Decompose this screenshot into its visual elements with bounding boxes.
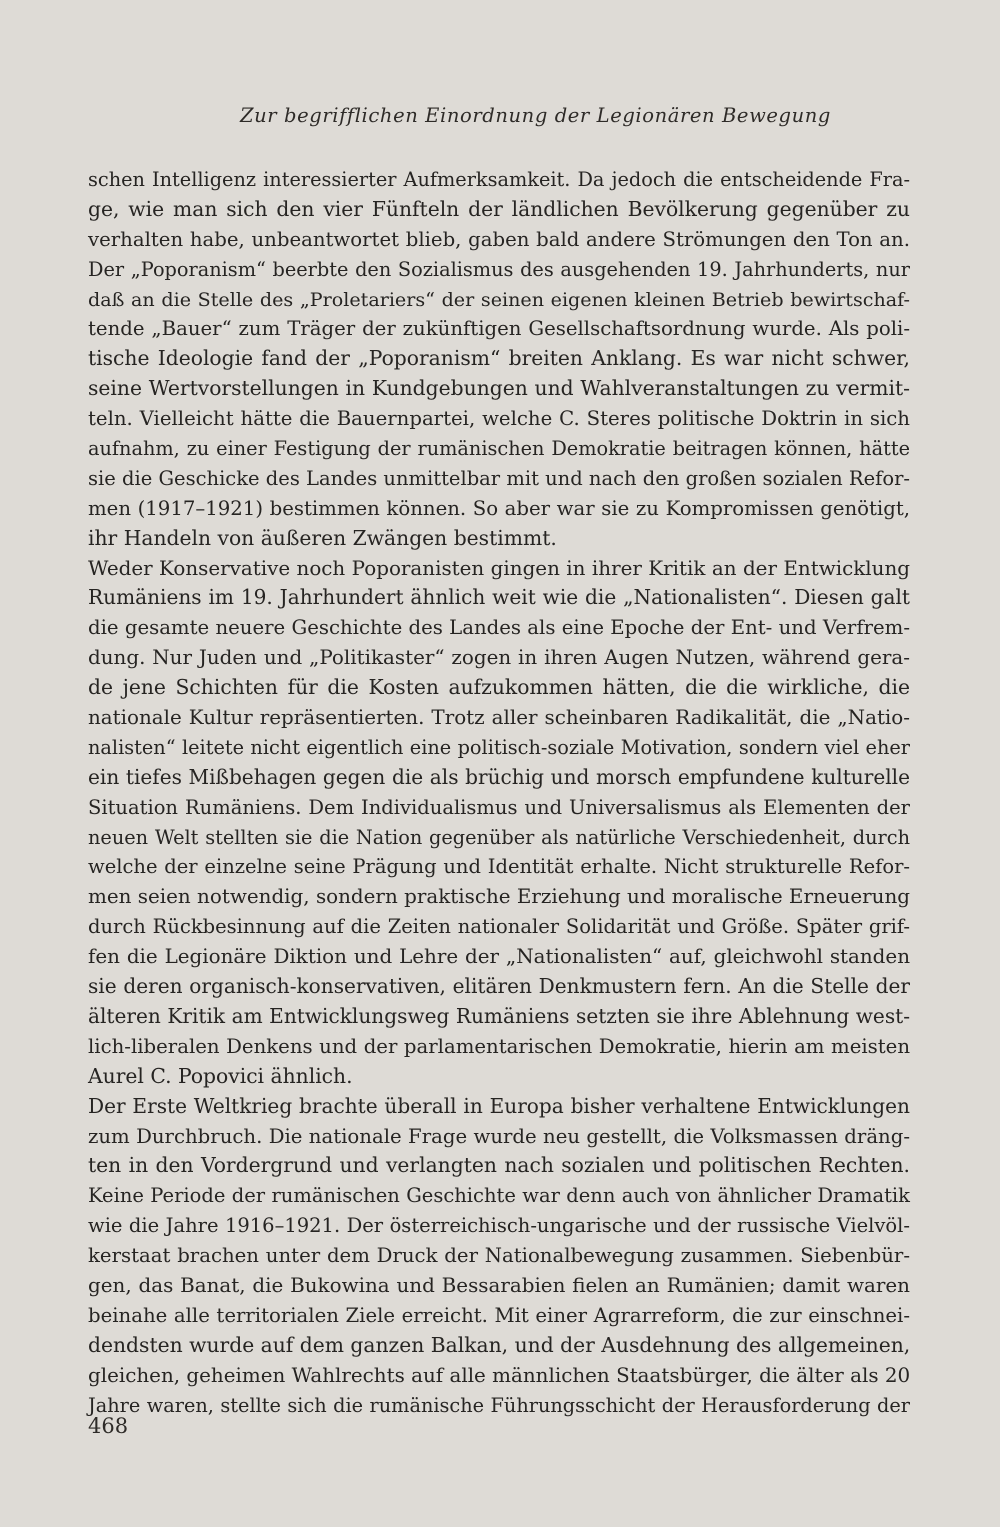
text-line: Der „Poporanism“ beerbte den Sozialismus des ausgehenden 19. Jahrhunderts, nur [88,257,910,281]
text-line: Weder Konservative noch Poporanisten gingen in ihrer Kritik an der Entwicklung [88,556,910,580]
text-line: welche der einzelne seine Prägung und Identität erhalte. Nicht strukturelle Refor- [88,855,910,879]
text-line: ein tiefes Mißbehagen gegen die als brüchig und morsch empfundene kulturelle [88,764,910,789]
text-line: kerstaat brachen unter dem Druck der Nationalbewegung zusammen. Siebenbür- [88,1244,910,1268]
text-line: durch Rückbesinnung auf die Zeiten nationaler Solidarität und Größe. Später grif- [88,915,910,939]
text-line: ten in den Vordergrund und verlangten nach sozialen und politischen Rechten. [88,1153,910,1178]
text-line: beinahe alle territorialen Ziele erreicht. Mit einer Agrarreform, die zur einschnei- [88,1303,910,1327]
text-line: Situation Rumäniens. Dem Individualismus und Universalismus als Elementen der [88,795,910,819]
text-line: neuen Welt stellten sie die Nation gegenüber als natürliche Verschiedenheit, durch [88,825,910,849]
text-line: men seien notwendig, sondern praktische Erziehung und moralische Erneuerung [88,885,910,909]
text-line: daß an die Stelle des „Proletariers“ der seinen eigenen kleinen Betrieb bewirtschaf- [88,287,910,311]
body-text [88,165,910,1420]
text-line: tende „Bauer“ zum Träger der zukünftigen Gesellschaftsordnung wurde. Als poli- [88,317,910,341]
text-line: die gesamte neuere Geschichte des Landes als eine Epoche der Ent- und Verfrem- [88,616,910,640]
page-number: 468 [88,1414,129,1438]
text-line: ge, wie man sich den vier Fünfteln der ländlichen Bevölkerung gegenüber zu [88,196,910,221]
text-line: Der Erste Weltkrieg brachte überall in Europa bisher verhaltene Entwicklungen [88,1093,910,1118]
text-line: gleichen, geheimen Wahlrechts auf alle männlichen Staatsbürger, die älter als 20 [88,1363,911,1387]
text-line: Keine Periode der rumänischen Geschichte war denn auch von ähnlicher Dramatik [88,1184,910,1208]
text-line: zum Durchbruch. Die nationale Frage wurde neu gestellt, die Volksmassen dräng- [88,1124,910,1148]
text-line: ihr Handeln von äußeren Zwängen bestimmt. [88,525,557,550]
running-head: Zur begrifflichen Einordnung der Legionären Bewegung [240,104,831,127]
text-line: verhalten habe, unbeantwortet blieb, gaben bald andere Strömungen den Ton an. [88,227,910,251]
text-line: teln. Vielleicht hätte die Bauernpartei, welche C. Steres politische Doktrin in sich [88,407,910,431]
text-line: dendsten wurde auf dem ganzen Balkan, und der Ausdehnung des allgemeinen, [88,1332,911,1357]
text-line: Aurel C. Popovici ähnlich. [88,1063,353,1088]
text-line: men (1917–1921) bestimmen können. So aber war sie zu Kompromissen genötigt, [88,496,910,520]
text-line: nalisten“ leitete nicht eigentlich eine politisch-soziale Motivation, sondern viel eher [88,735,910,759]
text-line: nationale Kultur repräsentierten. Trotz aller scheinbaren Radikalität, die „Natio- [88,706,910,730]
text-line: gen, das Banat, die Bukowina und Bessarabien fielen an Rumänien; damit waren [88,1273,910,1297]
text-line: sie deren organisch-konservativen, elitären Denkmustern fern. An die Stelle der [88,974,910,999]
text-line: dung. Nur Juden und „Politikaster“ zogen in ihren Augen Nutzen, während gera- [88,646,910,670]
text-line: de jene Schichten für die Kosten aufzukommen hätten, die die wirkliche, die [88,675,910,700]
text-line: tische Ideologie fand der „Poporanism“ breiten Anklang. Es war nicht schwer, [88,346,910,371]
text-line: lich-liberalen Denkens und der parlamentarischen Demokratie, hierin am meisten [88,1034,910,1058]
text-line: fen die Legionäre Diktion und Lehre der „Nationalisten“ auf, gleichwohl standen [88,945,910,969]
text-line: seine Wertvorstellungen in Kundgebungen und Wahlveranstaltungen zu vermit- [88,376,910,401]
text-line: schen Intelligenz interessierter Aufmerksamkeit. Da jedoch die entscheidende Fra- [88,168,910,191]
text-line: Rumäniens im 19. Jahrhundert ähnlich weit wie die „Nationalisten“. Diesen galt [88,585,910,610]
text-line: sie die Geschicke des Landes unmittelbar mit und nach den großen sozialen Refor- [88,466,910,490]
text-line: wie die Jahre 1916–1921. Der österreichisch-ungarische und der russische Vielvöl- [88,1214,910,1238]
text-line: älteren Kritik am Entwicklungsweg Rumäniens setzten sie ihre Ablehnung west- [88,1003,910,1028]
text-line: Jahre waren, stellte sich die rumänische Führungsschicht der Herausforderung der [88,1393,910,1417]
text-line: aufnahm, zu einer Festigung der rumänischen Demokratie beitragen können, hätte [88,437,910,461]
